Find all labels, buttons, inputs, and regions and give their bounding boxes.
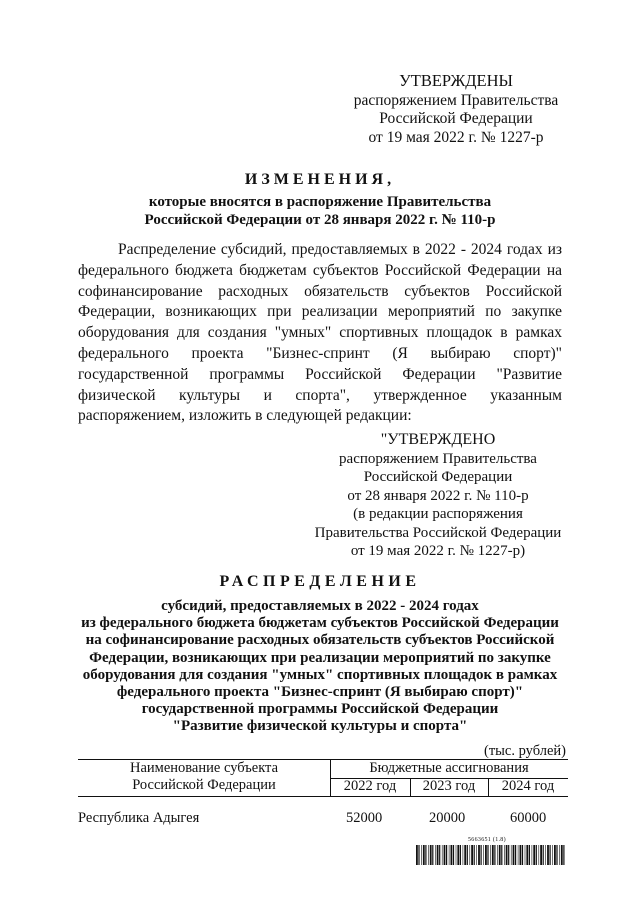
col-year-2023: 2023 год: [422, 778, 476, 794]
approval-line: (в редакции распоряжения: [353, 506, 523, 522]
distribution-title: РАСПРЕДЕЛЕНИЕ: [219, 573, 421, 590]
col-subject-header: [78, 760, 330, 794]
changes-subtitle-line: которые вносятся в распоряжение Правительства: [148, 194, 492, 210]
body-paragraph: Распределение субсидий, предоставляемых в 2022 - 2024 годах из федерального бюджета бюджетам субъектов Российской Федерации на софинансирование расходных обязательств субъектов Российской Федерации, возникающих при реализации мероприятий по закупке оборудования для создания "умных" спортивных площадок в рамках федерального проекта "Бизнес-спринт (Я выбираю спорт)" государственной программы Российской Федерации "Развитие физической культуры и спорта", утвержденное указанным распоряжением, изложить в следующей редакции:: [78, 241, 562, 425]
approval-heading: "УТВЕРЖДЕНО: [380, 431, 496, 448]
units-label: (тыс. рублей): [484, 743, 566, 759]
distribution-subtitle: [70, 598, 570, 736]
distribution-line: на софинансирование расходных обязательств субъектов Российской: [85, 632, 555, 649]
distribution-line: из федерального бюджета бюджетам субъектов Российской Федерации: [81, 615, 559, 632]
col-year-2022: 2022 год: [343, 778, 397, 794]
distribution-line: оборудования для создания "умных" спортивных площадок в рамках: [82, 666, 558, 683]
approval-line: Российской Федерации: [363, 469, 513, 485]
row-value-2024: 60000: [510, 810, 547, 826]
approval-line: от 19 мая 2022 г. № 1227-р: [368, 128, 544, 146]
row-value-2022: 52000: [346, 810, 383, 826]
approval-stamp-inner: [308, 431, 568, 561]
row-value-2023: 20000: [429, 810, 466, 826]
distribution-line: субсидий, предоставляемых в 2022 - 2024 годах: [161, 598, 479, 614]
distribution-line: государственной программы Российской Федерации: [141, 701, 499, 718]
distribution-line: федерального проекта "Бизнес-спринт (Я выбираю спорт)": [116, 684, 524, 701]
approval-line: от 19 мая 2022 г. № 1227-р): [350, 543, 526, 559]
body-text: [78, 240, 562, 427]
approval-line: распоряжением Правительства: [339, 450, 537, 467]
col-subject-header-line: Наименование субъекта: [129, 760, 279, 776]
approval-line: распоряжением Правительства: [353, 91, 559, 109]
row-subject: Республика Адыгея: [78, 810, 200, 826]
table-header-bottom-rule: [78, 796, 568, 797]
approval-line: Правительства Российской Федерации: [314, 524, 562, 541]
col-year-2024: 2024 год: [501, 778, 555, 794]
col-budget-header: Бюджетные ассигнования: [369, 760, 529, 776]
col-subject-header-line: Российской Федерации: [132, 777, 276, 793]
distribution-line: "Развитие физической культуры и спорта": [172, 718, 468, 735]
distribution-line: Федерации, возникающих при реализации мероприятий по закупке: [89, 649, 551, 666]
changes-subtitle: [60, 193, 580, 229]
barcode-number: 5663651 (1.8): [468, 837, 506, 843]
changes-subtitle-line: Российской Федерации от 28 января 2022 г. № 110-р: [144, 212, 496, 228]
approval-heading: УТВЕРЖДЕНЫ: [399, 71, 513, 90]
approval-stamp-top: [340, 72, 572, 147]
approval-line: от 28 января 2022 г. № 110-р: [347, 487, 529, 504]
barcode-icon: [416, 845, 568, 865]
approval-line: Российской Федерации: [379, 110, 533, 127]
changes-title: ИЗМЕНЕНИЯ,: [244, 171, 396, 188]
